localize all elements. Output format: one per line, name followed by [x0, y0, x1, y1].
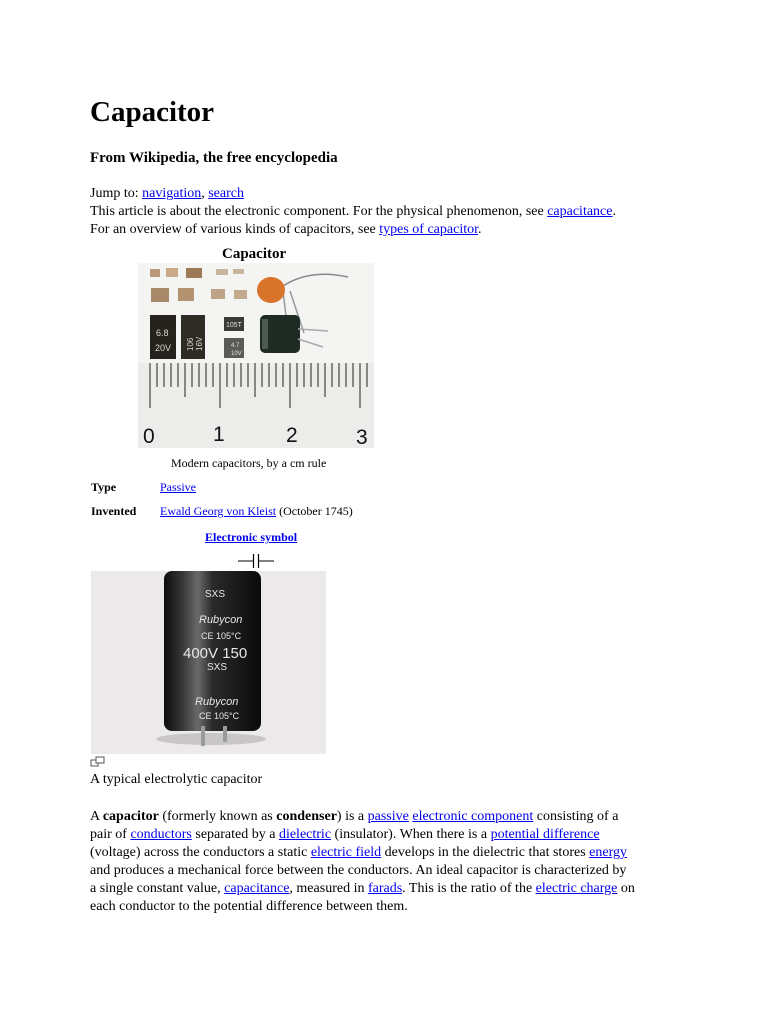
text: ) is a — [336, 809, 368, 824]
part-label-106: 106 — [186, 337, 195, 351]
text: develops in the dielectric that stores — [381, 845, 590, 860]
ruler-mark-0: 0 — [143, 425, 155, 448]
text: separated by a — [191, 827, 279, 842]
electronic-symbol-link[interactable]: Electronic symbol — [205, 530, 298, 544]
paragraph-line — [90, 844, 686, 862]
ruler-mark-1: 1 — [213, 423, 225, 446]
jump-to-line — [90, 185, 244, 203]
passive-link[interactable]: Passive — [160, 480, 196, 494]
dielectric-link[interactable]: dielectric — [278, 827, 332, 842]
jump-separator: , — [201, 186, 209, 201]
hatnote-period: . — [612, 204, 616, 219]
page-subtitle: From Wikipedia, the free encyclopedia — [90, 150, 338, 166]
navigation-link[interactable]: navigation — [142, 186, 202, 201]
part-label-20v: 20V — [155, 343, 172, 353]
modern-capacitors-photo[interactable] — [138, 263, 374, 448]
text: consisting of a — [533, 809, 619, 824]
bold-term-capacitor: capacitor — [102, 809, 159, 824]
page-title: Capacitor — [90, 96, 215, 128]
can-text-rating: 400V 150 — [183, 645, 248, 662]
can-text-ce-bottom: CE 105°C — [199, 711, 240, 721]
text: . This is the ratio of the — [402, 881, 536, 896]
infobox-title: Capacitor — [222, 246, 287, 262]
ruler-mark-2: 2 — [286, 424, 298, 447]
text: , measured in — [289, 881, 368, 896]
infobox-invented-label: Invented — [91, 504, 137, 518]
jump-label: Jump to: — [90, 186, 143, 201]
can-text-sxs-mid: SXS — [207, 662, 228, 673]
part-label-10v: 10V — [231, 351, 242, 357]
electrolytic-capacitor-photo[interactable] — [91, 571, 326, 754]
passive-link[interactable]: passive — [367, 809, 409, 824]
conductors-link[interactable]: conductors — [130, 827, 192, 842]
search-link[interactable]: search — [208, 186, 244, 201]
paragraph-line — [90, 808, 686, 826]
energy-link[interactable]: energy — [589, 845, 627, 860]
infobox-invented-value — [160, 503, 353, 519]
text: A — [90, 809, 103, 824]
paragraph-line — [90, 826, 686, 844]
paragraph-line — [90, 862, 686, 880]
lead-paragraph — [90, 808, 686, 916]
capacitance-link[interactable]: capacitance — [547, 204, 613, 219]
invented-date: (October 1745) — [276, 504, 353, 518]
part-label-6-8: 6.8 — [156, 328, 169, 338]
capacitor-symbol-icon[interactable] — [238, 553, 274, 569]
text: a single constant value, — [90, 881, 225, 896]
potential-difference-link[interactable]: potential difference — [490, 827, 600, 842]
paragraph-line — [90, 880, 686, 898]
text: each conductor to the potential difference between them. — [90, 899, 408, 914]
can-text-brand-top: Rubycon — [199, 614, 243, 626]
infobox-type-label: Type — [91, 480, 117, 494]
enlarge-icon[interactable] — [90, 756, 106, 767]
can-text-ce-top: CE 105°C — [201, 631, 242, 641]
part-label-16v: 16V — [195, 336, 204, 351]
text: (formerly known as — [158, 809, 277, 824]
hatnote-text: For an overview of various kinds of capacitors, see — [90, 222, 380, 237]
hatnote-capacitance — [90, 203, 616, 221]
text: (voltage) across the conductors a static — [90, 845, 311, 860]
text: on — [617, 881, 635, 896]
electric-field-link[interactable]: electric field — [310, 845, 382, 860]
bold-term-condenser: condenser — [276, 809, 337, 824]
text: pair of — [90, 827, 131, 842]
part-label-4-7: 4.7 — [231, 343, 240, 349]
infobox-type-value — [160, 479, 196, 495]
hatnote-types — [90, 221, 482, 239]
text: and produces a mechanical force between the conductors. An ideal capacitor is characterized by — [90, 863, 627, 878]
types-of-capacitor-link[interactable]: types of capacitor — [379, 222, 478, 237]
capacitance-link[interactable]: capacitance — [224, 881, 290, 896]
can-text-brand-bottom: Rubycon — [195, 696, 239, 708]
text: (insulator). When there is a — [331, 827, 491, 842]
electric-charge-link[interactable]: electric charge — [535, 881, 618, 896]
hatnote-text: This article is about the electronic component. For the physical phenomenon, see — [90, 204, 548, 219]
paragraph-line — [90, 898, 686, 916]
kleist-link[interactable]: Ewald Georg von Kleist — [160, 504, 277, 518]
farads-link[interactable]: farads — [367, 881, 403, 896]
part-label-105t: 105T — [226, 322, 242, 329]
ruler-mark-3: 3 — [356, 426, 368, 448]
can-text-sxs-top: SXS — [205, 589, 226, 600]
electronic-component-link[interactable]: electronic component — [412, 809, 534, 824]
figure-caption: A typical electrolytic capacitor — [90, 772, 263, 787]
hatnote-period: . — [478, 222, 482, 237]
photo-caption: Modern capacitors, by a cm rule — [171, 456, 327, 470]
